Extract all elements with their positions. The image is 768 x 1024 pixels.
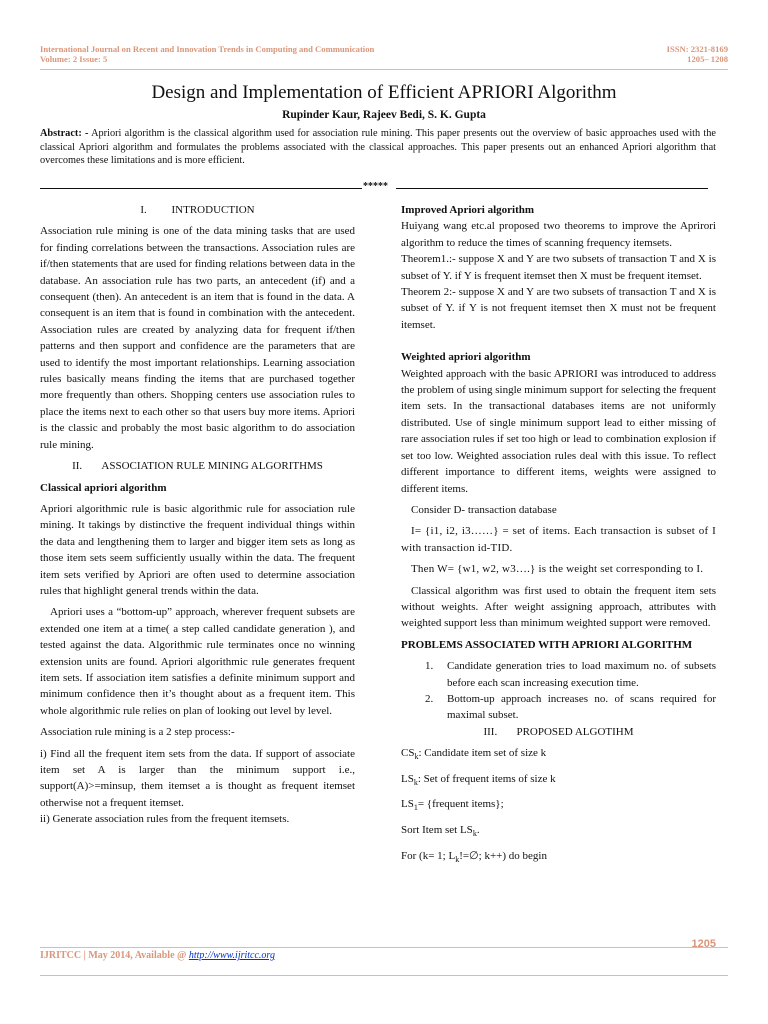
- paper-title: Design and Implementation of Efficient APRIORI Algorithm: [151, 82, 617, 103]
- footer-divider-bottom: [40, 975, 728, 976]
- list-item: 1. Candidate generation tries to load maximum no. of subsets before each scan increasing execution time.: [425, 660, 716, 689]
- journal-header: [40, 44, 374, 64]
- step-one-paragraph: i) Find all the frequent item sets from the data. If support of associate item set A is larger than the minimum support i.e., support(A)>=minsup, them itemset a is thought as frequent itemset otherwise not a frequent itemset.: [40, 747, 355, 809]
- weighted-paragraph: Weighted approach with the basic APRIORI was introduced to address the problem of using single minimum support for selecting the frequent item sets. In the transactional databases items are not uniformly distributed. Use of single minimum support lead to either missing of rare association rules if set too high or lead to combination explosion if set too low. Weighted association rules deal with this issue. To reflect different importance to different items, weights were assigned to different items.: [401, 367, 716, 495]
- intro-paragraph: Association rule mining is one of the data mining tasks that are used for finding correlations between the transactions. Association rules are if/then statements that are used for finding relations between data in the database. An association rule has two parts, an antecedent (if) and a consequent (then). An antecedent is an item that is found in the data. A consequent is an item that is found in combination with the antecedent. Association rules are created by analyzing data for frequent if/then patterns and then support and confidence are the parameters that are used to identify the most important relationships. Learning association rules basically means finding the items that are purchased together more frequently than others. Shopping centers use association rules to place the items next to each other so that users buy more items. Apriori is the classic and probably the most basic algorithm to do association rule mining.: [40, 225, 355, 451]
- right-column: [401, 202, 716, 868]
- bottom-up-paragraph: Apriori uses a “bottom-up” approach, wherever frequent subsets are extended one item at a time( a step called candidate generation ), and tested against the data. Algorithmic rule terminates once no winning extension units are found. Apriori algorithmic rule generates frequent item sets. If association item satisfies a definite minimum support and minimum confidence then it’s thought about as a frequent item. This whole algorithmic rule relies on plan of looking out level by level.: [40, 606, 355, 717]
- authors: Rupinder Kaur, Rajeev Bedi, S. K. Gupta: [282, 109, 486, 121]
- classical-weighted-paragraph: Classical algorithm was first used to obtain the frequent item sets without weights. After weight assigning approach, attributes with weighted support less than minimum weighted support were removed.: [401, 584, 716, 630]
- header-divider: [40, 69, 728, 70]
- page-range: 1205– 1208: [687, 54, 728, 64]
- abstract: [40, 127, 716, 168]
- section-separator: [40, 181, 708, 195]
- issn-header: [667, 44, 728, 64]
- for-loop-step: For (k= 1; $L_k!=\emptyset$; k++) do begin: [401, 849, 547, 864]
- theorem-one: Theorem1.:- suppose X and Y are two subsets of transaction T and X is subset of Y. if Y is frequent itemset then X must be frequent itemset.: [401, 253, 716, 282]
- problems-list: [401, 658, 716, 724]
- section-heading-proposed: III. PROPOSED ALGOTIHM: [483, 725, 634, 738]
- sort-step: Sort Item set $LS_k$.: [401, 823, 480, 839]
- separator-line-right: [396, 188, 708, 189]
- theorem-two: Theorem 2:- suppose X and Y are two subsets of transaction T and X is subset of Y. if Y is not frequent itemset then X must not be frequent itemset.: [401, 286, 716, 331]
- subheading-weighted-apriori: Weighted apriori algorithm: [401, 351, 531, 364]
- ls-definition: $LS_k$: Set of frequent items of size k: [401, 772, 556, 787]
- transaction-db-line: Consider D- transaction database: [411, 503, 557, 516]
- page-number: 1205: [691, 938, 716, 950]
- itemset-definition: I= {i1, i2, i3……} = set of items. Each transaction is subset of I with transaction id-TID.: [401, 525, 716, 554]
- footer-divider-top: [40, 947, 728, 948]
- abstract-text: Apriori algorithm is the classical algorithm used for association rule mining. This paper presents out the overview of basic approaches used with the classical Apriori algorithm and formulates the problems associated with the classical approaches. This paper presents out an enhanced Apriori algorithm that overcomes these limitations and is more efficient.: [40, 128, 717, 166]
- journal-link[interactable]: http://www.ijritcc.org: [188, 950, 275, 961]
- section-heading-introduction: I. INTRODUCTION: [140, 204, 255, 216]
- classical-paragraph: Apriori algorithmic rule is basic algorithmic rule for association rule mining. It takings by distinctive the frequent individual things within the data and lengthening them to larger and bigger item sets as long as those item sets seem sufficiently usually within the data. The frequent item sets verified by Apriori are often used to determine association rules that highlight general trends within the data.: [40, 502, 355, 597]
- subheading-problems: PROBLEMS ASSOCIATED WITH APRIORI ALGORITHM: [401, 638, 693, 651]
- subheading-improved-apriori: Improved Apriori algorithm: [401, 204, 535, 216]
- step-two-paragraph: ii) Generate association rules from the frequent itemsets.: [40, 813, 290, 826]
- footer-credit: IJRITCC | May 2014, Available @ http://www.ijritcc.org: [40, 950, 275, 961]
- left-column: [40, 202, 355, 828]
- ls1-definition: $LS_1=$ {frequent items};: [401, 798, 504, 813]
- weight-set-definition: Then W= {w1, w2, w3….} is the weight set corresponding to I.: [411, 563, 704, 576]
- issn: ISSN: 2321-8169: [666, 44, 728, 54]
- cs-definition: $CS_k$: Candidate item set of size k: [401, 747, 547, 762]
- section-heading-association: II. ASSOCIATION RULE MINING ALGORITHMS: [72, 460, 323, 473]
- list-item: 2. Bottom-up approach increases no. of scans required for maximal subset.: [425, 692, 716, 722]
- separator-line-left: [40, 188, 362, 189]
- subheading-classical-apriori: Classical apriori algorithm: [40, 481, 167, 494]
- two-step-paragraph: Association rule mining is a 2 step process:-: [40, 726, 235, 739]
- separator-stars: *****: [363, 181, 388, 192]
- abstract-label: Abstract: -: [40, 128, 89, 139]
- improved-paragraph: Huiyang wang etc.al proposed two theorems to improve the Aprirori algorithm to reduce the times of scanning frequency itemsets.: [401, 220, 716, 249]
- journal-volume: Volume: 2 Issue: 5: [40, 54, 108, 64]
- journal-name: International Journal on Recent and Innovation Trends in Computing and Communication: [40, 44, 375, 54]
